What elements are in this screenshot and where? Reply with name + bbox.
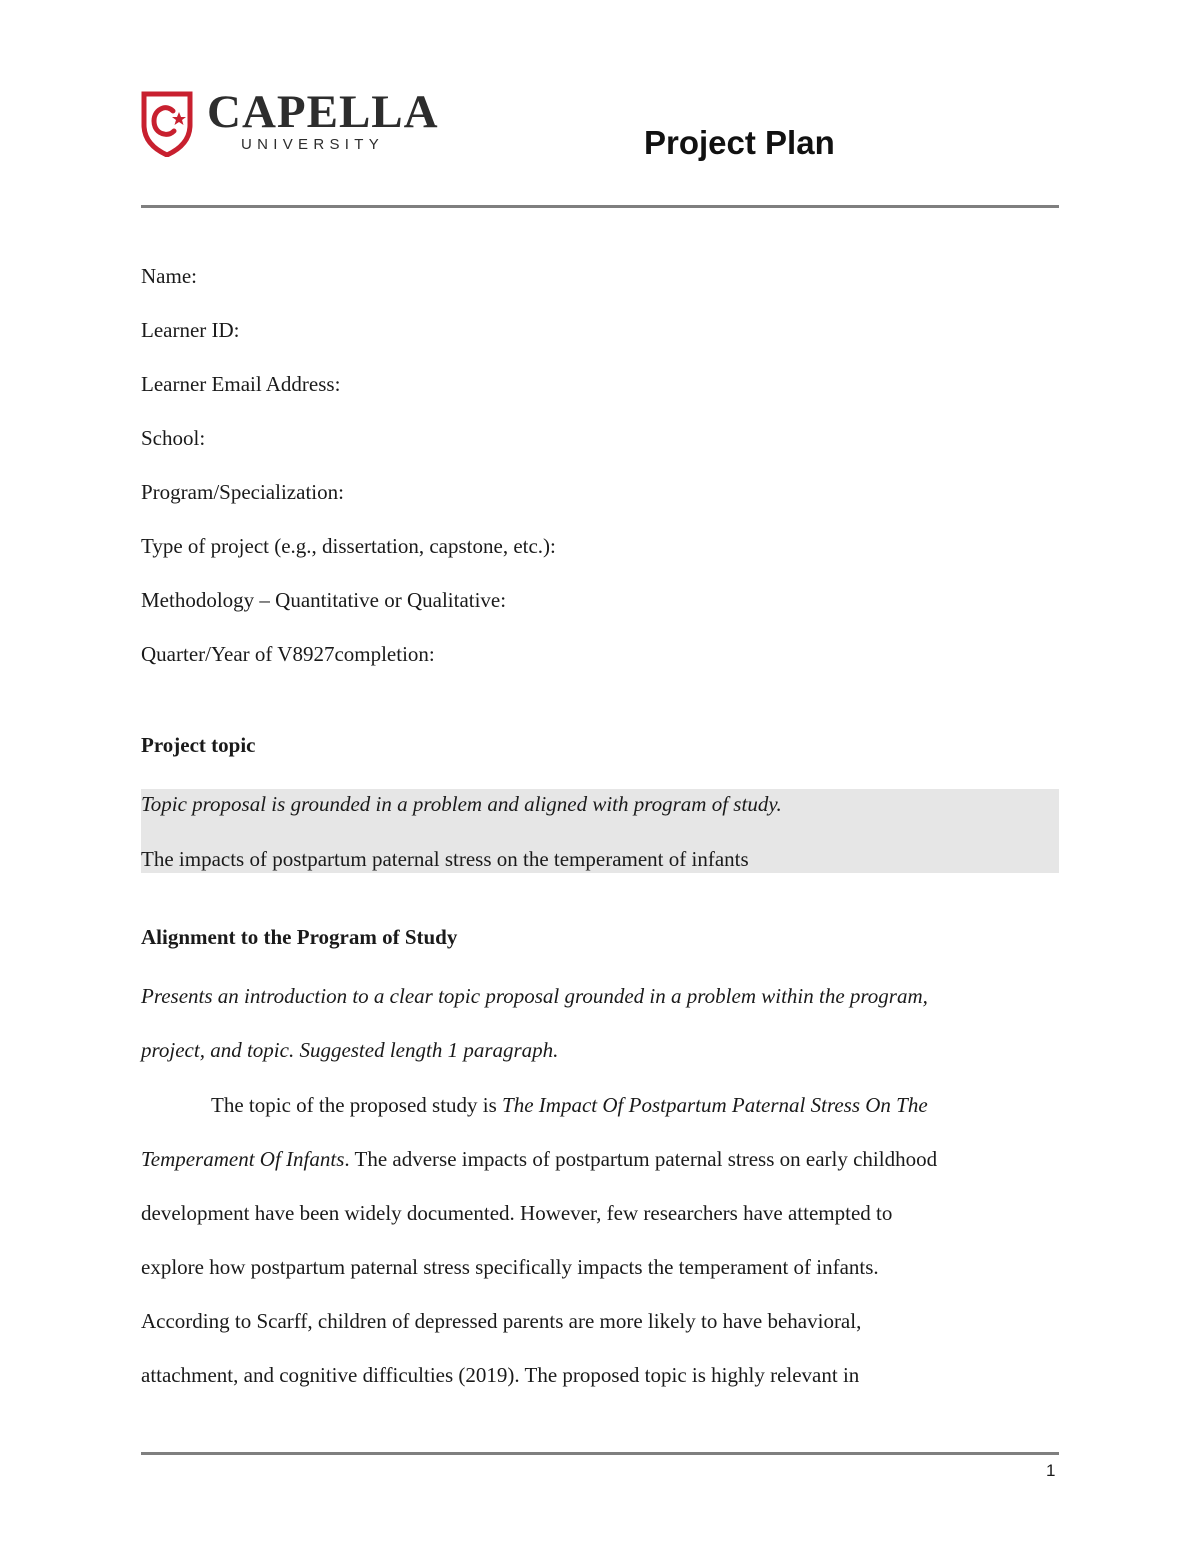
field-learner-email: Learner Email Address: [141, 372, 341, 396]
project-topic-prompt: Topic proposal is grounded in a problem and aligned with program of study. [141, 792, 782, 816]
capella-logo [141, 86, 441, 161]
field-methodology: Methodology – Quantitative or Qualitative: [141, 588, 507, 612]
alignment-prompt-line-2: project, and topic. Suggested length 1 paragraph. [141, 1038, 559, 1062]
project-topic-heading: Project topic [141, 733, 256, 757]
paragraph-text: The topic of the proposed study is [211, 1093, 503, 1117]
project-topic-answer: The impacts of postpartum paternal stress on the temperament of infants [141, 847, 749, 871]
paragraph-text: . The adverse impacts of postpartum paternal stress on early childhood [344, 1147, 938, 1171]
field-quarter-year: Quarter/Year of V8927completion: [141, 642, 435, 666]
header-divider [141, 205, 1059, 208]
paragraph-line-4: explore how postpartum paternal stress specifically impacts the temperament of infants. [141, 1255, 879, 1279]
field-name: Name: [141, 264, 197, 288]
document-title: Project Plan [644, 124, 835, 161]
field-program: Program/Specialization: [141, 480, 344, 504]
paragraph-line-3: development have been widely documented. However, few researchers have attempted to [141, 1201, 893, 1225]
alignment-prompt-line-1: Presents an introduction to a clear topic proposal grounded in a problem within the program, [141, 984, 928, 1008]
logo-subtitle: UNIVERSITY [241, 136, 385, 153]
logo-wordmark: CAPELLA [207, 86, 439, 138]
paragraph-line-2 [141, 1146, 937, 1172]
capella-shield-icon [141, 91, 193, 157]
footer-divider [141, 1452, 1059, 1455]
field-school: School: [141, 426, 206, 450]
paragraph-line-6: attachment, and cognitive difficulties (2019). The proposed topic is highly relevant in [141, 1363, 860, 1387]
field-learner-id: Learner ID: [141, 318, 240, 342]
paragraph-topic-title: The Impact Of Postpartum Paternal Stress On The [502, 1093, 928, 1117]
paragraph-line-5: According to Scarff, children of depressed parents are more likely to have behavioral, [141, 1309, 862, 1333]
paragraph-line-1 [211, 1092, 928, 1118]
paragraph-topic-title-cont: Temperament Of Infants [141, 1147, 345, 1171]
alignment-heading: Alignment to the Program of Study [141, 925, 458, 949]
field-project-type: Type of project (e.g., dissertation, capstone, etc.): [141, 534, 556, 558]
page-number: 1 [1046, 1461, 1056, 1480]
